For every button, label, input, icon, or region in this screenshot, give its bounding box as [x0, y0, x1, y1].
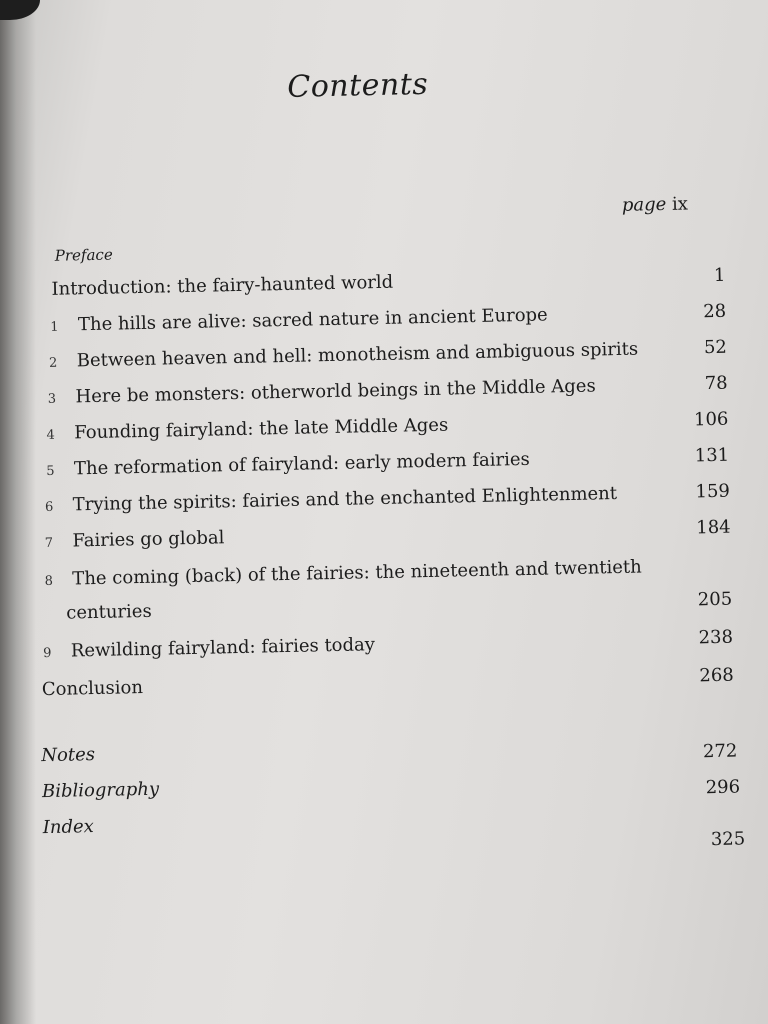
toc-entry-label: Index [42, 816, 95, 839]
toc-entry-page: 52 [703, 336, 728, 359]
toc-entry-index [42, 802, 746, 851]
toc-entry-label: Conclusion [41, 677, 144, 701]
toc-entry-page: 296 [705, 776, 741, 799]
toc-entry-label: Trying the spirits: fairies and the enchanted Enlightenment [72, 483, 618, 516]
toc-entry-label: The coming (back) of the fairies: the nineteenth and twentieth [72, 556, 642, 590]
chapter-number: 3 [47, 391, 57, 407]
toc-entry-label: The reformation of fairyland: early modern fairies [73, 448, 530, 480]
toc-entry-introduction [51, 265, 725, 301]
toc-entry-conclusion [42, 665, 734, 701]
toc-entry-chapter-3 [48, 373, 728, 411]
chapter-number: 6 [44, 499, 54, 516]
toc-entry-label: Bibliography [41, 778, 160, 803]
toc-entry-page: 268 [699, 664, 734, 687]
toc-entry-label: centuries [66, 600, 152, 624]
toc-entry-bibliography [42, 767, 740, 804]
toc-entry-label: Here be monsters: otherworld beings in the Middle Ages [75, 375, 596, 408]
page-column-header [622, 193, 689, 215]
toc-entry-page: 28 [703, 300, 727, 323]
toc-entry-page: 184 [696, 516, 731, 539]
toc-entry-notes [41, 731, 737, 768]
toc-entry-page: 78 [704, 372, 728, 395]
toc-entry-page: 205 [697, 588, 733, 611]
chapter-number: 4 [46, 427, 56, 443]
toc-entry-label: Preface [54, 245, 113, 265]
toc-entry-label: Between heaven and hell: monotheism and ambiguous spirits [76, 338, 639, 372]
toc-entry-chapter-8-continued [66, 589, 732, 625]
toc-entry-chapter-9 [43, 627, 733, 665]
toc-entry-preface [55, 231, 725, 267]
chapter-number: 7 [44, 535, 54, 552]
preface-page-numeral: ix [671, 193, 689, 215]
toc-entry-chapter-5 [46, 445, 729, 483]
chapter-number: 8 [44, 573, 54, 590]
chapter-number: 9 [42, 645, 52, 662]
toc-entry-label: Rewilding fairyland: fairies today [70, 634, 376, 662]
toc-entry-label: Founding fairyland: the late Middle Ages [74, 414, 449, 444]
chapter-number: 5 [46, 463, 55, 479]
toc-entry-chapter-6 [45, 481, 730, 519]
toc-entry-page: 272 [702, 740, 738, 763]
toc-entry-chapter-8 [44, 555, 731, 593]
chapter-number: 2 [48, 355, 58, 371]
page-word: page [621, 193, 667, 216]
toc-entry-page: 238 [698, 626, 734, 649]
toc-entry-label: Fairies go global [72, 527, 225, 552]
toc-entry-page: 159 [695, 480, 731, 503]
toc-entry-label: Introduction: the fairy-haunted world [51, 271, 394, 300]
chapter-number: 1 [50, 319, 59, 335]
toc-entry-page: 1 [713, 264, 726, 286]
toc-entry-page: 106 [693, 408, 729, 431]
toc-entry-label: Notes [41, 744, 96, 767]
toc-entry-chapter-1 [50, 301, 726, 339]
toc-entry-chapter-4 [46, 409, 728, 447]
toc-entry-chapter-7 [45, 517, 731, 555]
toc-entry-chapter-2 [49, 337, 727, 375]
toc-entry-label: The hills are alive: sacred nature in ancient Europe [77, 304, 548, 336]
toc-entry-page: 325 [710, 828, 746, 851]
page-title: Contents [286, 66, 429, 105]
toc-entry-page: 131 [694, 444, 730, 467]
